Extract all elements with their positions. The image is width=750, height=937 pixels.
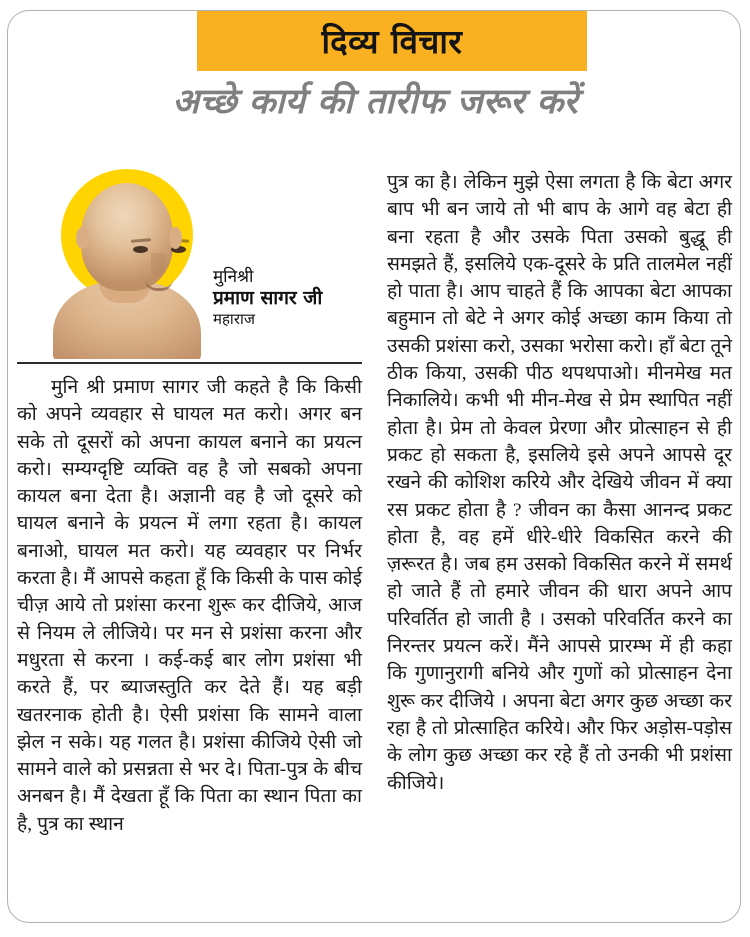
byline-divider — [17, 362, 362, 364]
portrait-nose — [151, 253, 165, 275]
masthead-banner — [197, 11, 587, 71]
article-body-right: पुत्र का है। लेकिन मुझे ऐसा लगता है कि बेटा अगर बाप भी बन जाये तो भी बाप के आगे वह बेटा ही बना रहता है और उसके पिता उसको बुद्धू ही समझते हैं, इसलिये एक-दूसरे के प्रति तालमेल नहीं हो पाता है। आप चाहते हैं कि आपका बेटा आपका बहुमान तो बेटे ने अगर कोई अच्छा काम किया तो उसकी प्रशंसा करो, उसका भरोसा करो। हाँ बेटा तूने ठीक किया, उसकी पीठ थपथपाओ। मीनमेख मत निकालिये। कभी भी मीन-मेख से प्रेम स्थापित नहीं होता है। प्रेम तो केवल प्रेरणा और प्रोत्साहन से ही प्रकट हो सकता है, इसलिये इसे अपने आपसे दूर रखने की कोशिश करिये और देखिये जीवन में क्या रस प्रकट होता है ? जीवन का कैसा आनन्द प्रकट होता है, वह हमें धीरे-धीरे विकसित करने की ज़रूरत है। जब हम उसको विकसित करने में समर्थ हो जाते हैं तो हमारे जीवन की धारा अपने आप परिवर्तित हो जाती है । उसको परिवर्तित करने का निरन्तर प्रयत्न करें। मैंने आपसे प्रारम्भ में ही कहा कि गुणानुरागी बनिये और गुणों को प्रोत्साहन देना शुरू कर दीजिये । अपना बेटा अगर कुछ अच्छा कर रहा है तो प्रोत्साहित करिये। और फिर अड़ोस-पड़ोस के लोग कुछ अच्छा कर रहे हैं तो उनकी भी प्रशंसा कीजिये। — [387, 172, 732, 794]
portrait-head — [81, 183, 173, 291]
author-name: प्रमाण सागर जी — [213, 287, 323, 310]
article-card — [7, 10, 741, 923]
author-portrait — [47, 169, 207, 359]
author-suffix: महाराज — [213, 310, 255, 329]
portrait-brow-left — [131, 238, 151, 243]
portrait-ear-right — [169, 227, 182, 249]
article-columns — [8, 161, 742, 921]
page-title: अच्छे कार्य की तारीफ जरूर करें — [172, 82, 578, 122]
author-byline — [213, 267, 363, 328]
article-body-left: मुनि श्री प्रमाण सागर जी कहते है कि किसी को अपने व्यवहार से घायल मत करो। अगर बन सके तो दूसरों को अपना कायल बनाने का प्रयत्न करो। सम्यग्दृष्टि व्यक्ति वह है जो सबको अपना कायल बना देता है। अज्ञानी वह है जो दूसरे को घायल बनाने के प्रयत्न में लगा रहता है। कायल बनाओ, घायल मत करो। यह व्यवहार पर निर्भर करता है। मैं आपसे कहता हूँ कि किसी के पास कोई चीज़ आये तो प्रशंसा करना शुरू कर दीजिये, आज से नियम ले लीजिये। पर मन से प्रशंसा करना और मधुरता से करना । कई-कई बार लोग प्रशंसा भी करते हैं, पर ब्याजस्तुति कर देते हैं। यह बड़ी खतरनाक होती है। ऐसी प्रशंसा कि सामने वाला झेल न सके। यह गलत है। प्रशंसा कीजिये ऐसी जो सामने वाले को प्रसन्नता से भर दे। पिता-पुत्र के बीच अनबन है। मैं देखता हूँ कि पिता का स्थान पिता का है, पुत्र का स्थान — [17, 377, 362, 835]
author-block — [17, 161, 362, 361]
masthead-title: दिव्य विचार — [321, 21, 463, 61]
portrait-ear-left — [76, 227, 89, 249]
portrait-eye-left — [133, 246, 148, 253]
author-prefix: मुनिश्री — [213, 267, 254, 287]
left-column — [17, 161, 362, 835]
masthead — [8, 11, 742, 73]
